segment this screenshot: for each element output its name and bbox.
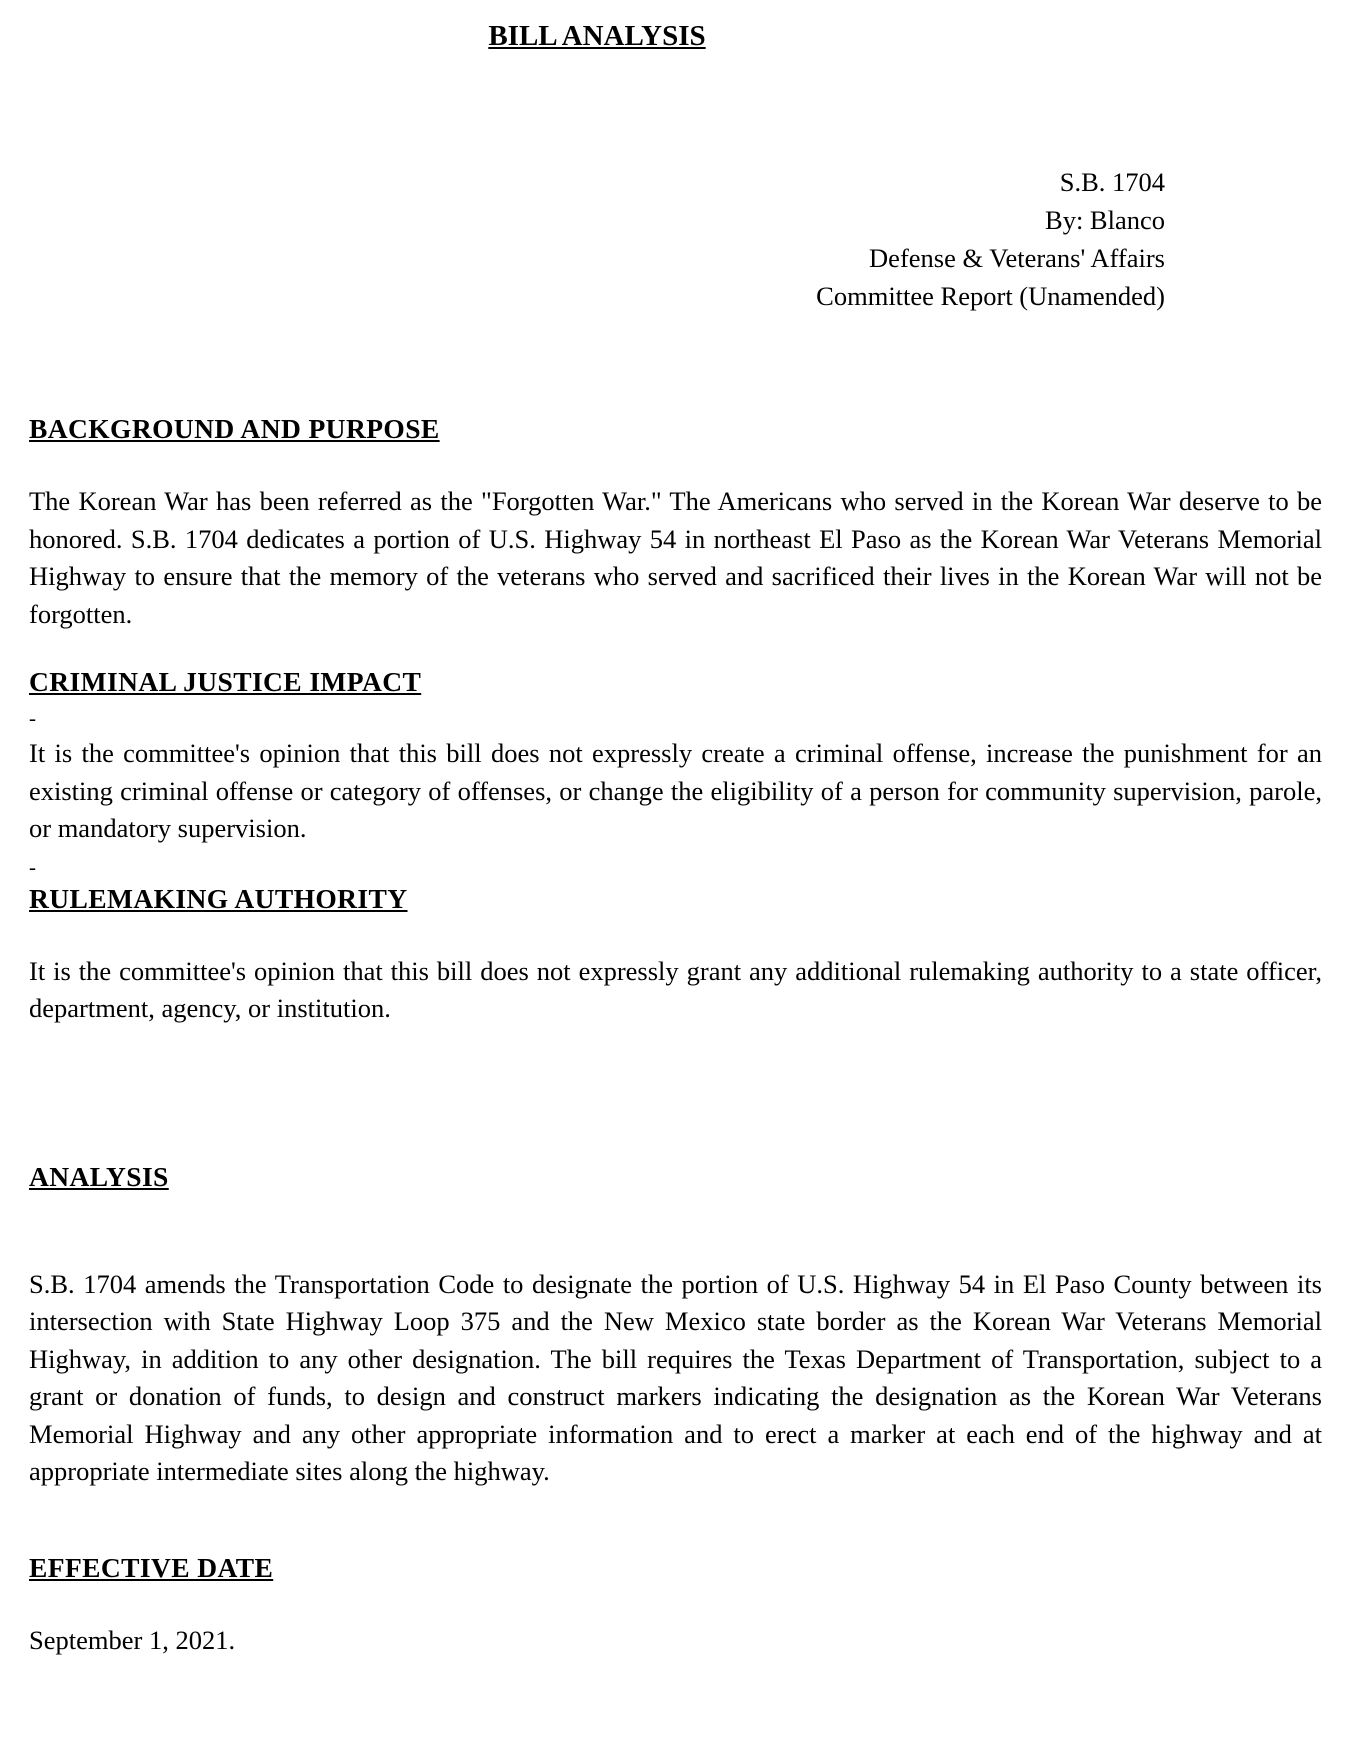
section-heading-rulemaking-authority: RULEMAKING AUTHORITY xyxy=(29,882,408,914)
bill-committee: Defense & Veterans' Affairs xyxy=(869,243,1165,273)
section-body-effective-date: September 1, 2021. xyxy=(29,1624,236,1655)
section-heading-criminal-justice-impact: CRIMINAL JUSTICE IMPACT xyxy=(29,666,422,697)
section-heading-effective-date: EFFECTIVE DATE xyxy=(29,1551,274,1583)
bill-number: S.B. 1704 xyxy=(1059,167,1165,197)
bill-report-type: Committee Report (Unamended) xyxy=(816,281,1165,311)
document-title: BILL ANALYSIS xyxy=(488,20,706,52)
section-heading-background-and-purpose: BACKGROUND AND PURPOSE xyxy=(29,413,440,444)
section-body-analysis: S.B. 1704 amends the Transportation Code to designate the portion of U.S. Highway 54 in El Paso County between its intersection with State Highway Loop 375 and the New Mexico state border as the Korean War Veterans Memorial Highway, in addition to any other designation. The bill requires the Texas Department of Transportation, subject to a grant or donation of funds, to design and construct markers indicating the designation as the Korean War Veterans Memorial Highway and any other appropriate information and to erect a marker at each end of the highway and at appropriate intermediate sites along the highway. xyxy=(29,1268,1322,1486)
stray-dash-mark: - xyxy=(29,706,36,730)
section-body-criminal-justice-impact: It is the committee's opinion that this bill does not expressly create a criminal offense, increase the punishment for an existing criminal offense or category of offenses, or change the eligibility of a person for community supervision, parole, or mandatory supervision. xyxy=(29,738,1322,843)
bill-header-block xyxy=(29,163,1165,315)
section-body-rulemaking-authority: It is the committee's opinion that this bill does not expressly grant any additional rulemaking authority to a state officer, department, agency, or institution. xyxy=(29,955,1322,1023)
stray-dash-mark: - xyxy=(29,854,36,879)
section-body-background-and-purpose: The Korean War has been referred as the "Forgotten War." The Americans who served in the Korean War deserve to be honored. S.B. 1704 dedicates a portion of U.S. Highway 54 in northeast El Paso as the Korean War Veterans Memorial Highway to ensure that the memory of the veterans who served and sacrificed their lives in the Korean War will not be forgotten. xyxy=(29,486,1322,629)
bill-author: By: Blanco xyxy=(1045,205,1165,235)
section-heading-analysis: ANALYSIS xyxy=(29,1160,169,1192)
